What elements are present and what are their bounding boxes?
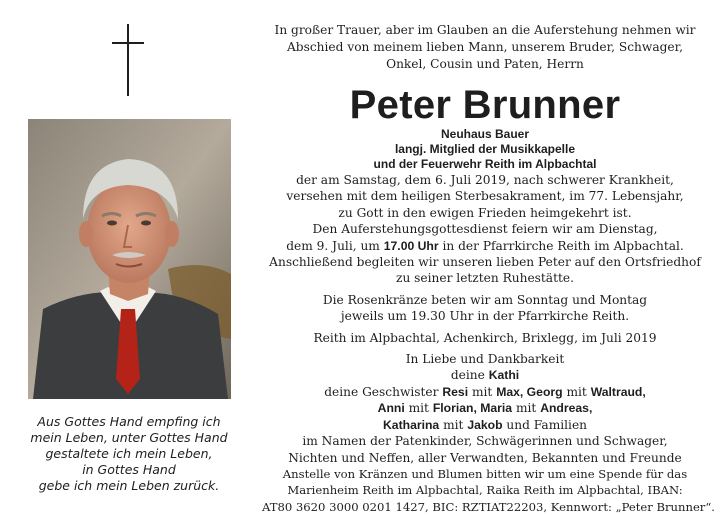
rosary-line: jeweils um 19.30 Uhr in der Pfarrkirche Reith. (340, 309, 630, 324)
death-line: versehen mit dem heiligen Sterbesakrament, im 77. Lebensjahr, (286, 189, 684, 204)
mourners-siblings: Anni mit Florian, Maria mit Andreas, (377, 401, 593, 416)
quote-text (14, 414, 244, 494)
quote-line: Aus Gottes Hand empfing ich (37, 414, 221, 429)
donation-line: Anstelle von Kränzen und Blumen bitten wir um eine Spende für das (282, 466, 688, 481)
place-date: Reith im Alpbachtal, Achenkirch, Brixlegg, im Juli 2019 (313, 330, 657, 345)
service-line: zu seiner letzten Ruhestätte. (396, 271, 574, 286)
mourners-siblings: deine Geschwister Resi mit Max, Georg mit Waltraud, (324, 384, 646, 399)
service-line: Anschließend begleiten wir unseren lieben Peter auf den Ortsfriedhof (269, 255, 701, 270)
rosary-line: Die Rosenkränze beten wir am Sonntag und Montag (322, 292, 648, 307)
title-line: Neuhaus Bauer (440, 127, 530, 141)
title-line: langj. Mitglied der Musikkapelle (394, 142, 576, 156)
death-notice (262, 172, 708, 221)
notice-text (262, 22, 715, 515)
mourners-line: im Namen der Patenkinder, Schwägerinnen und Schwager, (302, 434, 668, 449)
donation-line: Marienheim Reith im Alpbachtal, Raika Reith im Alpbachtal, IBAN: (287, 483, 683, 498)
service-line: Den Auferstehungsgottesdienst feiern wir am Dienstag, (312, 222, 658, 237)
service-line: dem 9. Juli, um 17.00 Uhr in der Pfarrkirche Reith im Alpbachtal. (286, 238, 684, 253)
intro-line: Onkel, Cousin und Paten, Herrn (386, 57, 584, 71)
quote-line: gebe ich mein Leben zurück. (38, 478, 220, 493)
mourners-wife: deine Kathi (450, 368, 520, 383)
mourners-siblings: Katharina mit Jakob und Familien (382, 417, 588, 432)
quote-line: gestaltete ich mein Leben, (45, 446, 213, 461)
title-line: und der Feuerwehr Reith im Alpbachtal (373, 157, 597, 171)
portrait-photo (28, 119, 231, 399)
quote-line: in Gottes Hand (82, 462, 176, 477)
intro-line: In großer Trauer, aber im Glauben an die Auferstehung nehmen wir (274, 23, 696, 37)
mourners-intro: In Liebe und Dankbarkeit (405, 352, 565, 367)
quote-line: mein Leben, unter Gottes Hand (30, 430, 228, 445)
titles (262, 127, 708, 172)
death-line: der am Samstag, dem 6. Juli 2019, nach schwerer Krankheit, (296, 173, 674, 187)
cross-icon (108, 24, 148, 96)
deceased-name: Peter Brunner (349, 83, 621, 127)
mourners (262, 351, 708, 466)
intro-line: Abschied von meinem lieben Mann, unserem Bruder, Schwager, (287, 40, 683, 54)
death-line: zu Gott in den ewigen Frieden heimgekehrt ist. (338, 205, 632, 220)
rosary-info (262, 292, 708, 325)
mourners-line: Nichten und Neffen, aller Verwandten, Bekannten und Freunde (288, 450, 682, 465)
service-time: 17.00 Uhr (383, 238, 439, 253)
service-info (262, 221, 708, 287)
intro-text (262, 22, 708, 73)
donation-info (262, 466, 715, 515)
donation-line: AT80 3620 3000 0201 1427, BIC: RZTIAT22203, Kennwort: „Peter Brunner“. (262, 499, 715, 514)
